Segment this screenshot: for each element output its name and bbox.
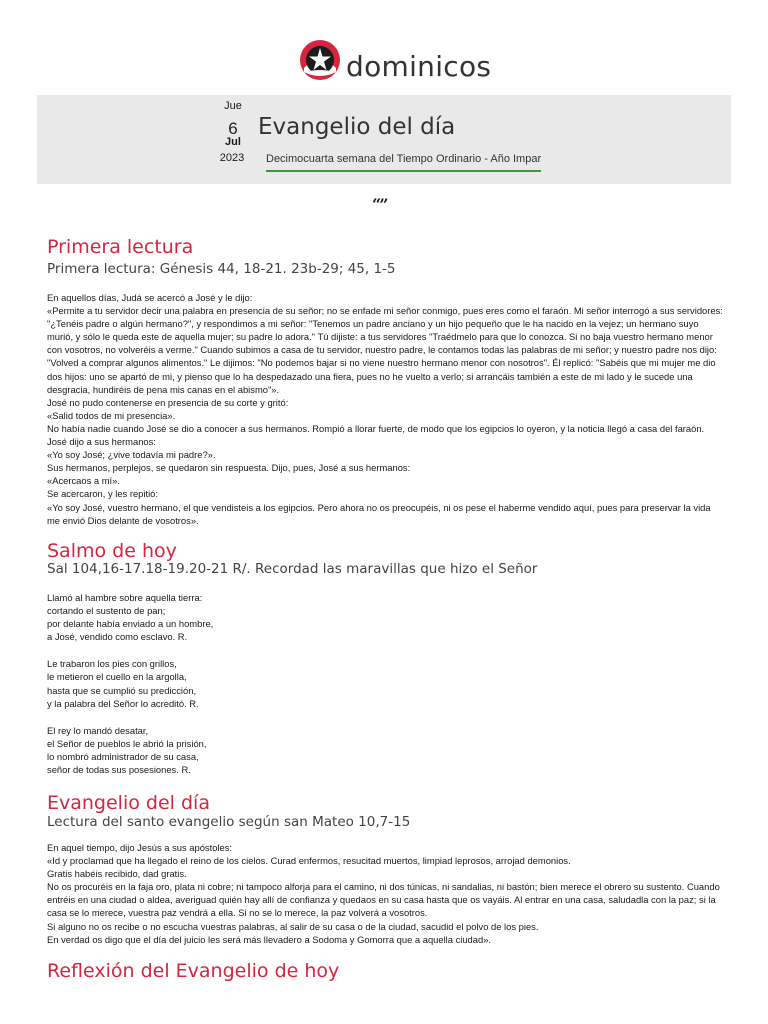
first-reading-heading: Primera lectura: [47, 236, 194, 258]
first-reading-reference: Primera lectura: Génesis 44, 18-21. 23b-29; 45, 1-5: [47, 261, 396, 277]
paragraph: «Acercaos a mí».: [47, 475, 120, 487]
psalm-stanza: Llamó al hambre sobre aquella tierra: cortando el sustento de pan; por delante había enviado a un hombre, a José, vendido como esclavo. R.: [47, 592, 214, 643]
paragraph: Gratis habéis recibido, dad gratis.: [47, 868, 187, 880]
paragraph: Sus hermanos, perplejos, se quedaron sin respuesta. Dijo, pues, José a sus hermanos:: [47, 462, 411, 474]
psalm-heading: Salmo de hoy: [47, 540, 177, 562]
dominicos-logo-icon[interactable]: [298, 38, 342, 82]
date-weekday: Jue: [224, 100, 242, 112]
paragraph: En aquel tiempo, dijo Jesús a sus apóstoles:: [47, 842, 233, 853]
date-day-number: 6: [228, 119, 238, 138]
gospel-reference: Lectura del santo evangelio según san Mateo 10,7-15: [47, 814, 411, 830]
paragraph: Se acercaron, y les repitió:: [47, 488, 158, 500]
date-year: 2023: [219, 152, 245, 164]
psalm-stanza: El rey lo mandó desatar, el Señor de pueblos le abrió la prisión, lo nombró administrador de su casa, señor de todas sus posesiones. R.: [47, 724, 207, 776]
brand-name[interactable]: dominicos: [346, 50, 492, 83]
paragraph: No os procuréis en la faja oro, plata ni cobre; ni tampoco alforja para el camino, ni dos túnicas, ni sandalias, ni bastón; bien merece el obrero su sustento. Cuando entréis en una ciudad o aldea, averiguad quién hay allí de confianza y quedaos en su casa hasta que os vayáis. Al entrar en una casa, saludadla con la paz; si la casa se lo merece, vuestra paz vendrá a ella. Si no se lo merece, la paz volverá a vosotros.: [47, 881, 720, 919]
paragraph: «Permite a tu servidor decir una palabra en presencia de su señor; no se enfade mi señor conmigo, pues eres como el faraón. Mi señor interrogó a sus servidores: "¿Tenéis padre o algún hermano?", y respondimos a mi señor: "Tenemos un padre anciano y un hijo pequeño que le ha nacido en la vejez; un hermano suyo murió, y sólo le queda este de aquella mujer; su padre lo adora." Tú dijiste: a tus servidores "Traédmelo para que lo conozca. Si no baja vuestro hermano menor con vosotros, no volveréis a verme." Cuando subimos a casa de tu servidor, nuestro padre, le contamos todas las palabras de mi señor; y nuestro padre nos dijo: "Volved a comprar algunos alimentos." Le dijimos: "No podemos bajar si no viene nuestro hermano menor con nosotros". Él replicó: "Sabéis que mi mujer me dio dos hijos: uno se apartó de mi, y pienso que lo ha despedazado una fiera, pues no he vuelto a verlo; si arrancáis también a este de mi lado y le sucede una desgracia, hundiréis de pena mis canas en el abismo"».: [47, 305, 723, 395]
paragraph: Si alguno no os recibe o no escucha vuestras palabras, al salir de su casa o de la ciudad, sacudid el polvo de los pies.: [47, 920, 539, 932]
psalm-stanza: Le trabaron los pies con grillos, le metieron el cuello en la argolla, hasta que se cumplió su predicción, y la palabra del Señor lo acreditó. R.: [47, 658, 199, 709]
paragraph: «Yo soy José, vuestro hermano, el que vendisteis a los egipcios. Pero ahora no os preocupéis, ni os pese el haberme vendido aquí, pues para preservar la vida me envió Dios delante de vosotros».: [47, 501, 711, 526]
first-reading-text: [47, 291, 723, 527]
quote-icon: “”: [372, 195, 387, 214]
liturgical-week-link[interactable]: Decimocuarta semana del Tiempo Ordinario - Año Impar: [266, 153, 541, 172]
paragraph: En aquellos días, Judá se acercó a José y le dijo:: [47, 292, 253, 303]
page-title: Evangelio del día: [258, 114, 456, 140]
paragraph: No había nadie cuando José se dio a conocer a sus hermanos. Rompió a llorar fuerte, de modo que los egipcios lo oyeron, y la noticia llegó a casa del faraón. José dijo a sus hermanos:: [47, 422, 705, 448]
date-month: Jul: [225, 136, 241, 148]
gospel-text: [47, 841, 723, 946]
psalm-text: [47, 591, 723, 790]
paragraph: «Id y proclamad que ha llegado el reino de los cielos. Curad enfermos, resucitad muertos, limpiad leprosos, arrojad demonios.: [47, 855, 571, 867]
paragraph: «Salid todos de mi presencia».: [47, 409, 176, 421]
site-header: [0, 30, 768, 86]
paragraph: «Yo soy José; ¿vive todavía mi padre?».: [47, 449, 216, 461]
gospel-heading: Evangelio del día: [47, 792, 210, 814]
paragraph: En verdad os digo que el día del juicio les será más llevadero a Sodoma y Gomorra que a aquella ciudad».: [47, 933, 492, 945]
paragraph: José no pudo contenerse en presencia de su corte y gritó:: [47, 396, 289, 408]
reflection-heading: Reflexión del Evangelio de hoy: [47, 960, 340, 982]
psalm-reference: Sal 104,16-17.18-19.20-21 R/. Recordad las maravillas que hizo el Señor: [47, 561, 538, 577]
